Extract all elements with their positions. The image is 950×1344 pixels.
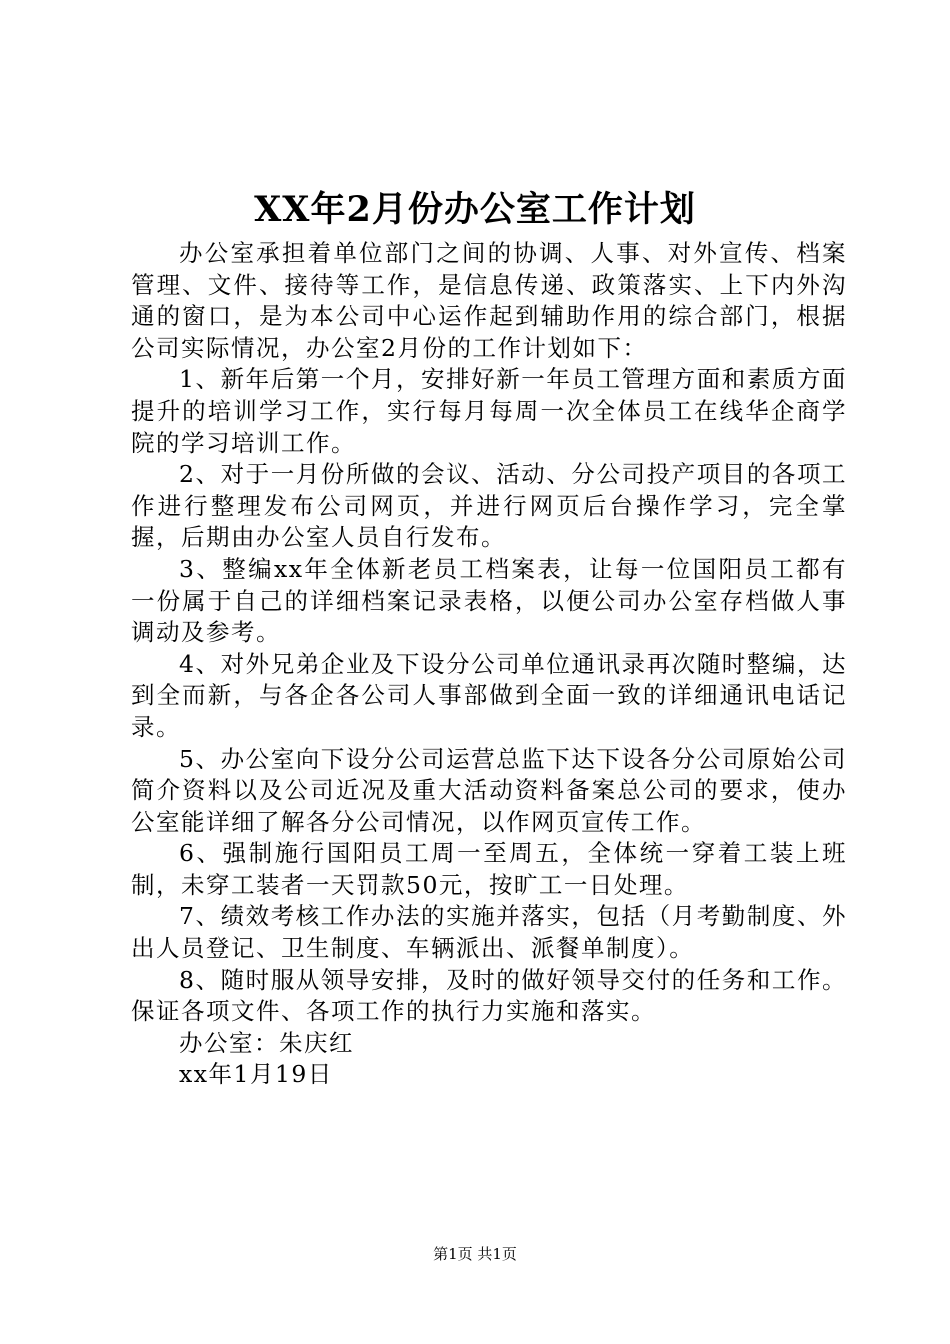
- date-line: xx年1月19日: [179, 1060, 333, 1089]
- page-title: XX年2月份办公室工作计划: [254, 189, 696, 230]
- plan-item-4: 4、对外兄弟企业及下设分公司单位通讯录再次随时整编，达到全而新，与各企各公司人事部做到全面一致的详细通讯电话记录。: [131, 649, 847, 741]
- plan-item-2: 2、对于一月份所做的会议、活动、分公司投产项目的各项工作进行整理发布公司网页，并进行网页后台操作学习，完全掌握，后期由办公室人员自行发布。: [131, 460, 847, 552]
- signature-line: 办公室：朱庆红: [179, 1028, 354, 1057]
- plan-item-5: 5、办公室向下设分公司运营总监下达下设各分公司原始公司简介资料以及公司近况及重大活动资料备案总公司的要求，使办公室能详细了解各分公司情况，以作网页宣传工作。: [131, 744, 847, 836]
- plan-item-3: 3、整编xx年全体新老员工档案表，让每一位国阳员工都有一份属于自己的详细档案记录表格，以便公司办公室存档做人事调动及参考。: [131, 554, 847, 647]
- plan-item-8: 8、随时服从领导安排，及时的做好领导交付的任务和工作。保证各项文件、各项工作的执行力实施和落实。: [131, 965, 847, 1026]
- plan-item-7: 7、绩效考核工作办法的实施并落实，包括（月考勤制度、外出人员登记、卫生制度、车辆派出、派餐单制度）。: [131, 902, 847, 963]
- intro-paragraph: 办公室承担着单位部门之间的协调、人事、对外宣传、档案管理、文件、接待等工作，是信息传递、政策落实、上下内外沟通的窗口，是为本公司中心运作起到辅助作用的综合部门，根据公司实际情况，办公室2月份的工作计划如下：: [131, 239, 847, 362]
- document-body: [131, 238, 847, 1091]
- plan-item-6: 6、强制施行国阳员工周一至周五，全体统一穿着工装上班制，未穿工装者一天罚款50元，按旷工一日处理。: [131, 839, 847, 899]
- page-footer: 第1页 共1页: [433, 1245, 517, 1263]
- plan-item-1: 1、新年后第一个月，安排好新一年员工管理方面和素质方面提升的培训学习工作，实行每月每周一次全体员工在线华企商学院的学习培训工作。: [131, 365, 847, 457]
